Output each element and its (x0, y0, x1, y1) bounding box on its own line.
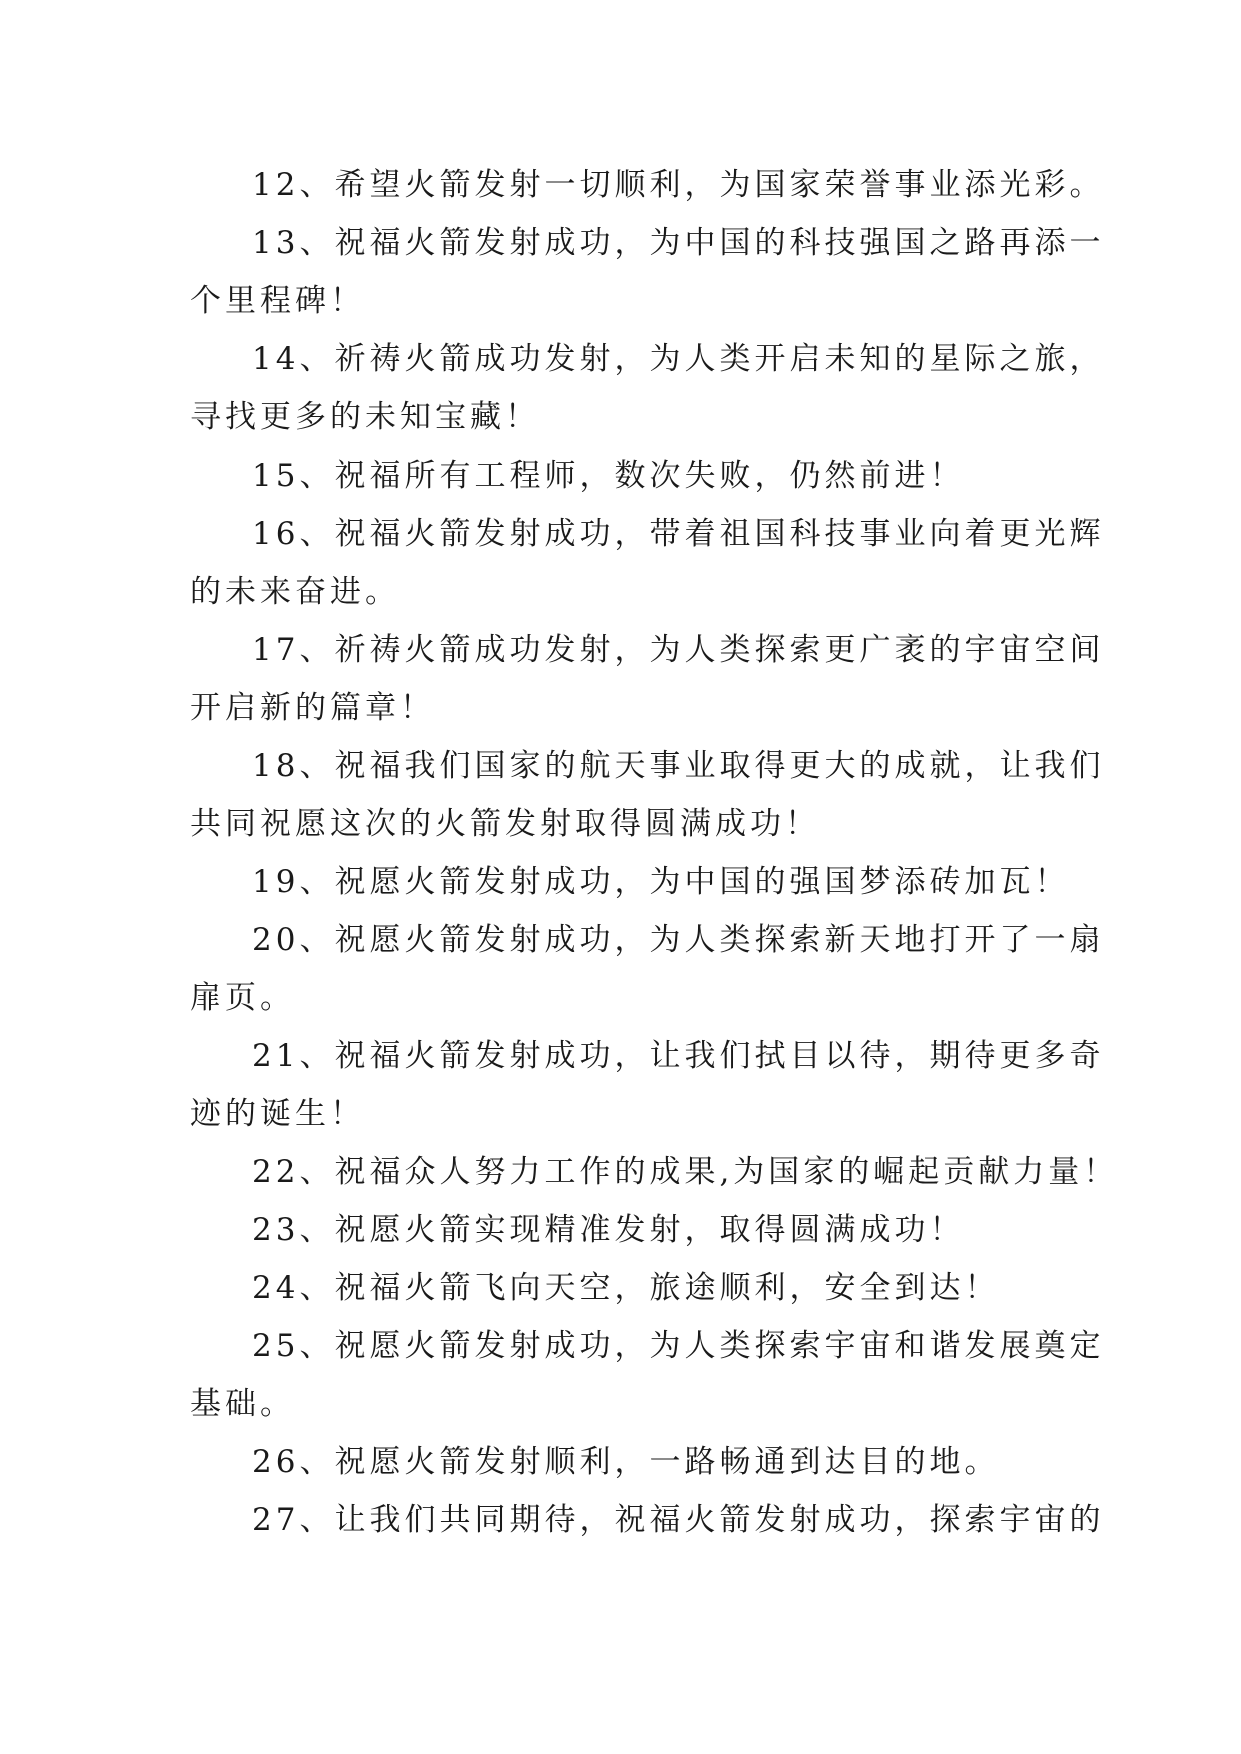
text-line: 共同祝愿这次的火箭发射取得圆满成功！ (190, 806, 820, 842)
text-line: 16、祝福火箭发射成功，带着祖国科技事业向着更光辉 (252, 516, 1105, 552)
text-line: 19、祝愿火箭发射成功，为中国的强国梦添砖加瓦！ (252, 864, 1070, 900)
text-line: 23、祝愿火箭实现精准发射，取得圆满成功！ (252, 1212, 965, 1248)
text-line: 的未来奋进。 (190, 574, 400, 610)
text-line: 27、让我们共同期待，祝福火箭发射成功，探索宇宙的 (252, 1502, 1105, 1538)
text-line: 22、祝福众人努力工作的成果,为国家的崛起贡献力量！ (252, 1154, 1119, 1190)
text-line: 迹的诞生！ (190, 1096, 365, 1132)
text-line: 18、祝福我们国家的航天事业取得更大的成就，让我们 (252, 748, 1105, 784)
text-line: 13、祝福火箭发射成功，为中国的科技强国之路再添一 (252, 225, 1105, 261)
text-line: 15、祝福所有工程师，数次失败，仍然前进！ (252, 458, 965, 494)
text-line: 基础。 (190, 1386, 295, 1422)
text-line: 21、祝福火箭发射成功，让我们拭目以待，期待更多奇 (252, 1038, 1105, 1074)
text-line: 个里程碑！ (190, 283, 365, 319)
text-line: 12、希望火箭发射一切顺利，为国家荣誉事业添光彩。 (252, 167, 1105, 203)
text-line: 扉页。 (190, 980, 295, 1016)
text-line: 开启新的篇章！ (190, 690, 435, 726)
text-line: 25、祝愿火箭发射成功，为人类探索宇宙和谐发展奠定 (252, 1328, 1105, 1364)
text-line: 26、祝愿火箭发射顺利，一路畅通到达目的地。 (252, 1444, 1000, 1480)
text-line: 24、祝福火箭飞向天空，旅途顺利，安全到达！ (252, 1270, 1000, 1306)
text-line: 14、祈祷火箭成功发射，为人类开启未知的星际之旅， (252, 341, 1105, 377)
text-line: 寻找更多的未知宝藏！ (190, 399, 540, 435)
text-line: 17、祈祷火箭成功发射，为人类探索更广袤的宇宙空间 (252, 632, 1105, 668)
text-line: 20、祝愿火箭发射成功，为人类探索新天地打开了一扇 (252, 922, 1105, 958)
